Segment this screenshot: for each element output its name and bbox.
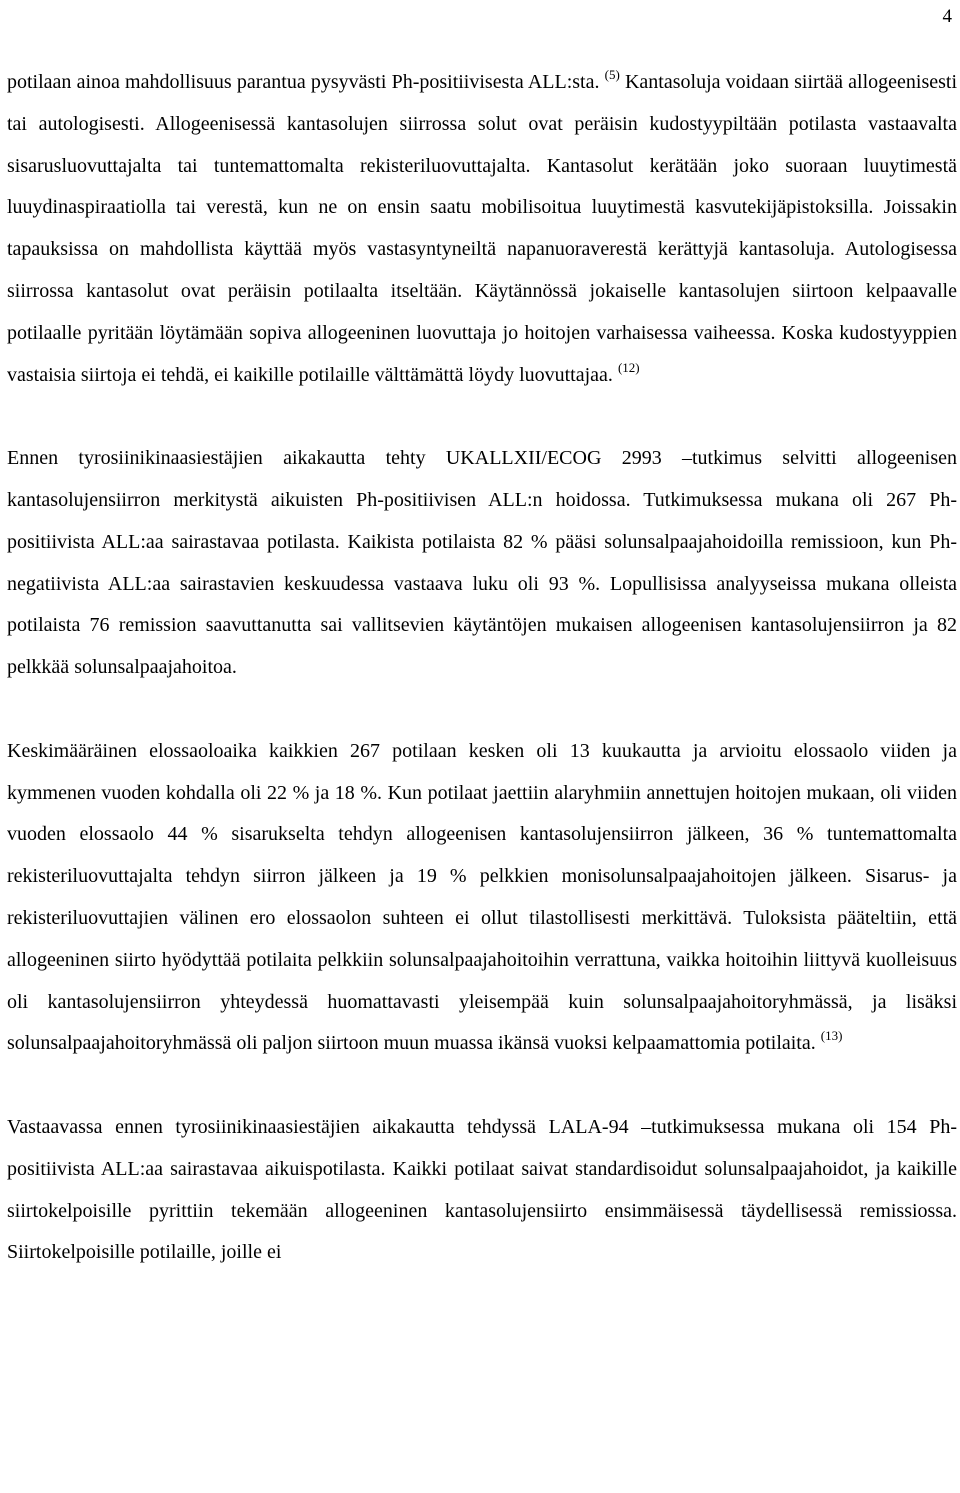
paragraph-stem-cell-transplant xyxy=(7,62,957,396)
paragraph-text: Kantasoluja voidaan siirtää allogeenisesti tai autologisesti. Allogeenisessä kantasolujen siirrossa solut ovat peräisin kudostyypiltään potilasta vastaavalta sisarusluovuttajalta tai tuntemattomalta rekisteriluovuttajalta. Kantasolut kerätään joko suoraan luuytimestä luuydinaspiraatiolla tai verestä, kun ne on ensin saatu mobilisoitua luuytimestä kasvutekijäpistoksilla. Joissakin tapauksissa on mahdollista käyttää myös vastasyntyneiltä napanuoraverestä kerättyjä kantasoluja. Autologisessa siirrossa kantasolut ovat peräisin potilaalta itseltään. Käytännössä jokaiselle kantasolujen siirtoon kelpaavalle potilaalle pyritään löytämään sopiva allogeeninen luovuttaja jo hoitojen varhaisessa vaiheessa. Koska kudostyyppien vastaisia siirtoja ei tehdä, ei kaikille potilaille välttämättä löydy luovuttajaa. xyxy=(7,71,957,386)
citation-reference: (12) xyxy=(617,359,640,375)
paragraph-lala94-study xyxy=(7,1107,957,1274)
citation-reference: (13) xyxy=(820,1028,843,1044)
page-number: 4 xyxy=(942,6,952,27)
citation-reference: (5) xyxy=(604,67,620,82)
paragraph-text: potilaan ainoa mahdollisuus parantua pysyvästi Ph-positiivisesta ALL:sta. xyxy=(7,71,605,93)
paragraph-text: Ennen tyrosiinikinaasiestäjien aikakautta tehty UKALLXII/ECOG 2993 –tutkimus selvitti allogeenisen kantasolujensiirron merkitystä aikuisten Ph-positiivisen ALL:n hoidossa. Tutkimuksessa mukana oli 267 Ph-positiivista ALL:aa sairastavaa potilasta. Kaikista potilaista 82 % pääsi solunsalpaajahoidoilla remissioon, kun Ph-negatiivista ALL:aa sairastavien keskuudessa vastaava luku oli 93 %. Lopullisissa analyyseissa mukana olleista potilaista 76 remission saavuttanutta sai vallitsevien käytäntöjen mukaisen allogeenisen kantasolujensiirron ja 82 pelkkää solunsalpaajahoitoa. xyxy=(7,447,957,679)
document-body xyxy=(7,62,957,1274)
paragraph-ukallxii-study xyxy=(7,438,957,689)
paragraph-survival-results xyxy=(7,731,957,1065)
paragraph-text: Keskimääräinen elossaoloaika kaikkien 267 potilaan kesken oli 13 kuukautta ja arvioitu elossaolo viiden ja kymmenen vuoden kohdalla oli 22 % ja 18 %. Kun potilaat jaettiin alaryhmiin annettujen hoitojen mukaan, oli viiden vuoden elossaolo 44 % sisarukselta tehdyn allogeenisen kantasolujensiirron jälkeen, 36 % tuntemattomalta rekisteriluovuttajalta tehdyn siirron jälkeen ja 19 % pelkkien monisolunsalpaajahoitojen jälkeen. Sisarus- ja rekisteriluovuttajien välinen ero elossaolon suhteen ei ollut tilastollisesti merkittävä. Tuloksista pääteltiin, että allogeeninen siirto hyödyttää potilaita pelkkiin solunsalpaajahoitoihin verrattuna, vaikka hoitoihin liittyvä kuolleisuus oli kantasolujensiirron yhteydessä huomattavasti yleisempää kuin solunsalpaajahoitoryhmässä, ja lisäksi solunsalpaajahoitoryhmässä oli paljon siirtoon muun muassa ikänsä vuoksi kelpaamattomia potilaita. xyxy=(7,739,957,1055)
paragraph-text: Vastaavassa ennen tyrosiinikinaasiestäjien aikakautta tehdyssä LALA-94 –tutkimuksessa mukana oli 154 Ph-positiivista ALL:aa sairastavaa aikuispotilasta. Kaikki potilaat saivat standardisoidut solunsalpaajahoidot, ja kaikille siirtokelpoisille pyrittiin tekemään allogeeninen kantasolujensiirto ensimmäisessä täydellisessä remissiossa. Siirtokelpoisille potilaille, joille ei xyxy=(7,1115,957,1264)
